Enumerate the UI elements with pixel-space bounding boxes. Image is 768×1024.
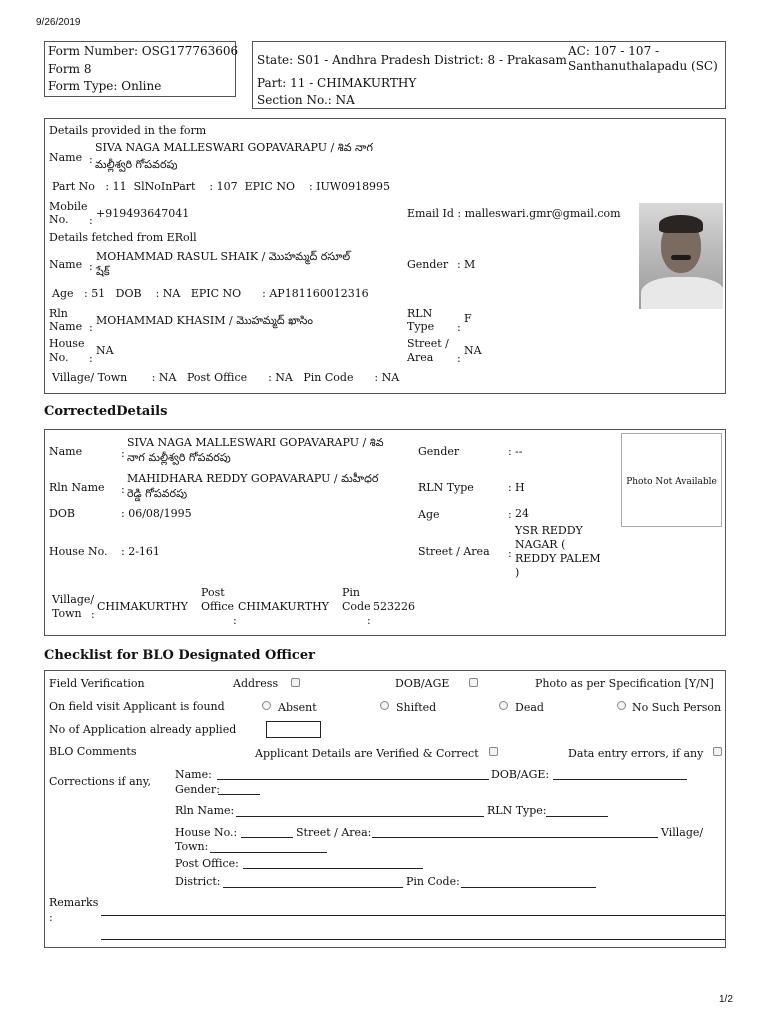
absent-radio[interactable]: [262, 701, 271, 710]
provided-name-label: Name: [49, 151, 83, 164]
eroll-village-post-pin: Village/ Town : NA Post Office : NA Pin Code : NA: [52, 371, 400, 384]
corrected-name-line-1: SIVA NAGA MALLESWARI GOPAVARAPU / శివ: [127, 436, 384, 449]
eroll-street-label-1: Street /: [407, 337, 449, 350]
corrected-dob-label: DOB: [49, 507, 75, 520]
mobile-label-1: Mobile: [49, 200, 88, 213]
print-date: 9/26/2019: [36, 17, 81, 28]
corrected-age-label: Age: [418, 508, 440, 521]
eroll-rln-label-1: Rln: [49, 307, 68, 320]
part: Part: 11 - CHIMAKURTHY: [257, 76, 417, 90]
corr-district-field[interactable]: [223, 887, 403, 888]
corr-house-field[interactable]: [241, 837, 293, 838]
eroll-rln-label-2: Name: [49, 320, 83, 333]
corrected-gender-value: --: [515, 445, 523, 458]
corr-town-field[interactable]: [210, 852, 327, 853]
eroll-name-line-2: షేక్: [96, 265, 110, 278]
data-entry-label: Data entry errors, if any: [568, 747, 704, 760]
corr-rln-type-field[interactable]: [546, 816, 608, 817]
mobile-value: +919493647041: [96, 207, 190, 220]
eroll-rlntype-label-2: Type: [407, 320, 435, 333]
no-such-person-label: No Such Person: [632, 701, 722, 714]
ac-line-1: AC: 107 - 107 -: [568, 44, 660, 58]
corrected-rln-line-1: MAHIDHARA REDDY GOPAVARAPU / మహీధర: [127, 472, 379, 485]
on-field-label: On field visit Applicant is found: [49, 700, 225, 713]
no-of-app-label: No of Application already applied: [49, 723, 237, 736]
ac-line-2: Santhanuthalapadu (SC): [568, 59, 718, 73]
corrected-post-label-1: Post: [201, 586, 225, 599]
eroll-street-value: NA: [464, 344, 482, 357]
corrected-rlntype-label: RLN Type: [418, 481, 474, 494]
eroll-house-value: NA: [96, 344, 114, 357]
corr-district-label: District:: [175, 875, 221, 888]
location-box: [252, 41, 726, 109]
state-district: State: S01 - Andhra Pradesh District: 8 - Prakasam: [257, 53, 567, 67]
eroll-house-label-2: No.: [49, 351, 69, 364]
checklist-heading: Checklist for BLO Designated Officer: [44, 648, 315, 663]
corrected-house-label: House No.: [49, 545, 108, 558]
corr-rln-name-label: Rln Name:: [175, 804, 235, 817]
remarks-label: Remarks: [49, 896, 99, 909]
corrected-gender-label: Gender: [418, 445, 460, 458]
eroll-house-label-1: House: [49, 337, 85, 350]
corrected-post-label-2: Office: [201, 600, 235, 613]
corrected-pin-label-1: Pin: [342, 586, 361, 599]
no-of-app-input[interactable]: [266, 721, 321, 738]
dob-age-checkbox[interactable]: [469, 678, 478, 687]
corrected-pin-value: 523226: [373, 600, 415, 613]
corr-name-field[interactable]: [217, 779, 489, 780]
data-entry-checkbox[interactable]: [713, 747, 722, 756]
corrected-rlntype-value: H: [515, 481, 525, 494]
verified-checkbox[interactable]: [489, 747, 498, 756]
provided-name-line-1: SIVA NAGA MALLESWARI GOPAVARAPU / శివ నాగ: [95, 141, 373, 154]
corr-pincode-label: Pin Code:: [406, 875, 460, 888]
corrected-heading: CorrectedDetails: [44, 404, 168, 419]
mobile-label-2: No.: [49, 213, 69, 226]
no-such-person-radio[interactable]: [617, 701, 626, 710]
eroll-name-label: Name: [49, 258, 83, 271]
provided-part-epic: Part No : 11 SlNoInPart : 107 EPIC NO : IUW0918995: [52, 180, 391, 193]
verified-label: Applicant Details are Verified & Correct: [255, 747, 479, 760]
provided-heading: Details provided in the form: [49, 124, 207, 137]
email: Email Id : malleswari.gmr@gmail.com: [407, 207, 621, 220]
remarks-colon: :: [49, 911, 53, 924]
corrected-village-label-1: Village/: [52, 593, 95, 606]
eroll-age-dob-epic: Age : 51 DOB : NA EPIC NO : AP181160012316: [52, 287, 369, 300]
form-type: Form Type: Online: [48, 79, 162, 93]
corr-gender-field[interactable]: [218, 794, 260, 795]
corrected-street-line-3: REDDY PALEM: [515, 552, 601, 565]
corrected-dob-value: : 06/08/1995: [121, 507, 192, 520]
corr-gender-label: Gender:: [175, 783, 220, 796]
corrected-house-value: : 2-161: [121, 545, 160, 558]
remarks-line-1[interactable]: [101, 915, 725, 916]
page-number: 1/2: [719, 994, 733, 1005]
corrections-label: Corrections if any,: [49, 775, 151, 788]
photo-spec-label: Photo as per Specification [Y/N]: [535, 677, 714, 690]
eroll-street-label-2: Area: [407, 351, 434, 364]
eroll-rlntype-value: F: [464, 312, 472, 325]
corrected-name-line-2: నాగ మల్లీశ్వరి గోపవరపు: [127, 451, 231, 464]
corrected-pin-label-2: Code: [342, 600, 371, 613]
corrected-village-label-2: Town: [52, 607, 82, 620]
field-verification-label: Field Verification: [49, 677, 145, 690]
form-number: Form Number: OSG177763606: [48, 44, 239, 58]
blo-comments-label: BLO Comments: [49, 745, 137, 758]
corr-village-label: Village/: [661, 826, 704, 839]
eroll-heading: Details fetched from ERoll: [49, 231, 197, 244]
checklist-box: [44, 670, 726, 948]
corr-house-label: House No.:: [175, 826, 238, 839]
corr-post-label: Post Office:: [175, 857, 239, 870]
absent-label: Absent: [278, 701, 317, 714]
corrected-street-line-2: NAGAR (: [515, 538, 566, 551]
corr-name-label: Name:: [175, 768, 212, 781]
corr-post-field[interactable]: [243, 868, 423, 869]
corrected-rln-label: Rln Name: [49, 481, 105, 494]
corrected-rln-line-2: రెడ్డి గోపవరపు: [127, 487, 188, 500]
dead-radio[interactable]: [499, 701, 508, 710]
eroll-gender-value: M: [464, 258, 476, 271]
shifted-radio[interactable]: [380, 701, 389, 710]
applicant-photo: [639, 203, 723, 309]
eroll-name-line-1: MOHAMMAD RASUL SHAIK / మొహమ్మద్ రసూల్: [96, 250, 351, 263]
corrected-post-value: CHIMAKURTHY: [238, 600, 329, 613]
corr-street-field[interactable]: [372, 837, 658, 838]
corr-dobage-label: DOB/AGE:: [491, 768, 550, 781]
details-box: Details provided in the form Name : SIVA NAGA MALLESWARI GOPAVARAPU / శివ నాగ మల్లీశ్వరి గోపవరపు Part No : 11 SlNoInPart : 107 EPIC NO : IUW0918995 Mobile No. : +919493647041 Email Id : malleswari.gmr@gmail.com Details fetched from ERoll Name : MOHAMMAD RASUL SHAIK / మొహమ్మద్ రసూల్ షేక్ Gender : M Age : 51 DOB : NA EPIC NO : AP181160012316 Rln Name : MOHAMMAD KHASIM / మొహమ్మద్ ఖాసిం RLN Type : F House No. : NA Street / Area : NA Village/ Town : NA Post Office : NA Pin Code : NA: [44, 118, 726, 394]
address-checkbox[interactable]: [291, 678, 300, 687]
shifted-label: Shifted: [396, 701, 437, 714]
photo-not-available-text: Photo Not Available: [626, 477, 717, 487]
eroll-gender-label: Gender: [407, 258, 449, 271]
corr-rln-type-label: RLN Type:: [487, 804, 547, 817]
corrected-photo-placeholder: [621, 433, 722, 527]
eroll-rlntype-label-1: RLN: [407, 307, 433, 320]
corr-pincode-field[interactable]: [461, 887, 596, 888]
corrected-street-line-1: YSR REDDY: [515, 524, 583, 537]
address-label: Address: [233, 677, 279, 690]
remarks-line-2[interactable]: [101, 939, 725, 940]
corrected-name-label: Name: [49, 445, 83, 458]
provided-name-line-2: మల్లీశ్వరి గోపవరపు: [95, 158, 178, 171]
form-name: Form 8: [48, 62, 92, 76]
eroll-rln-value: MOHAMMAD KHASIM / మొహమ్మద్ ఖాసిం: [96, 314, 313, 327]
form-info-box: [44, 41, 239, 97]
section-no: Section No.: NA: [257, 93, 355, 107]
corrected-street-label: Street / Area: [418, 545, 490, 558]
corrected-village-value: CHIMAKURTHY: [97, 600, 188, 613]
dead-label: Dead: [515, 701, 544, 714]
corr-dobage-field[interactable]: [553, 779, 687, 780]
corr-town-label: Town:: [175, 840, 209, 853]
corrected-box: Name : SIVA NAGA MALLESWARI GOPAVARAPU / శివ నాగ మల్లీశ్వరి గోపవరపు Gender : -- Rln Name : MAHIDHARA REDDY GOPAVARAPU / మహీధర రెడ్డి గోపవరపు RLN Type : H DOB : 06/08/1995 Age : 24 House No. : 2-161 Street / Area : YSR REDDY NAGAR ( REDDY PALEM ) Village/ Town : CHIMAKURTHY Post Office : CHIMAKURTHY Pin Code : 523226 Photo Not Available: [44, 429, 726, 636]
corr-street-label: Street / Area:: [296, 826, 372, 839]
corrected-age-value: 24: [515, 507, 529, 520]
corrected-street-line-4: ): [515, 566, 520, 579]
corr-rln-name-field[interactable]: [236, 816, 484, 817]
dob-age-label: DOB/AGE: [395, 677, 450, 690]
